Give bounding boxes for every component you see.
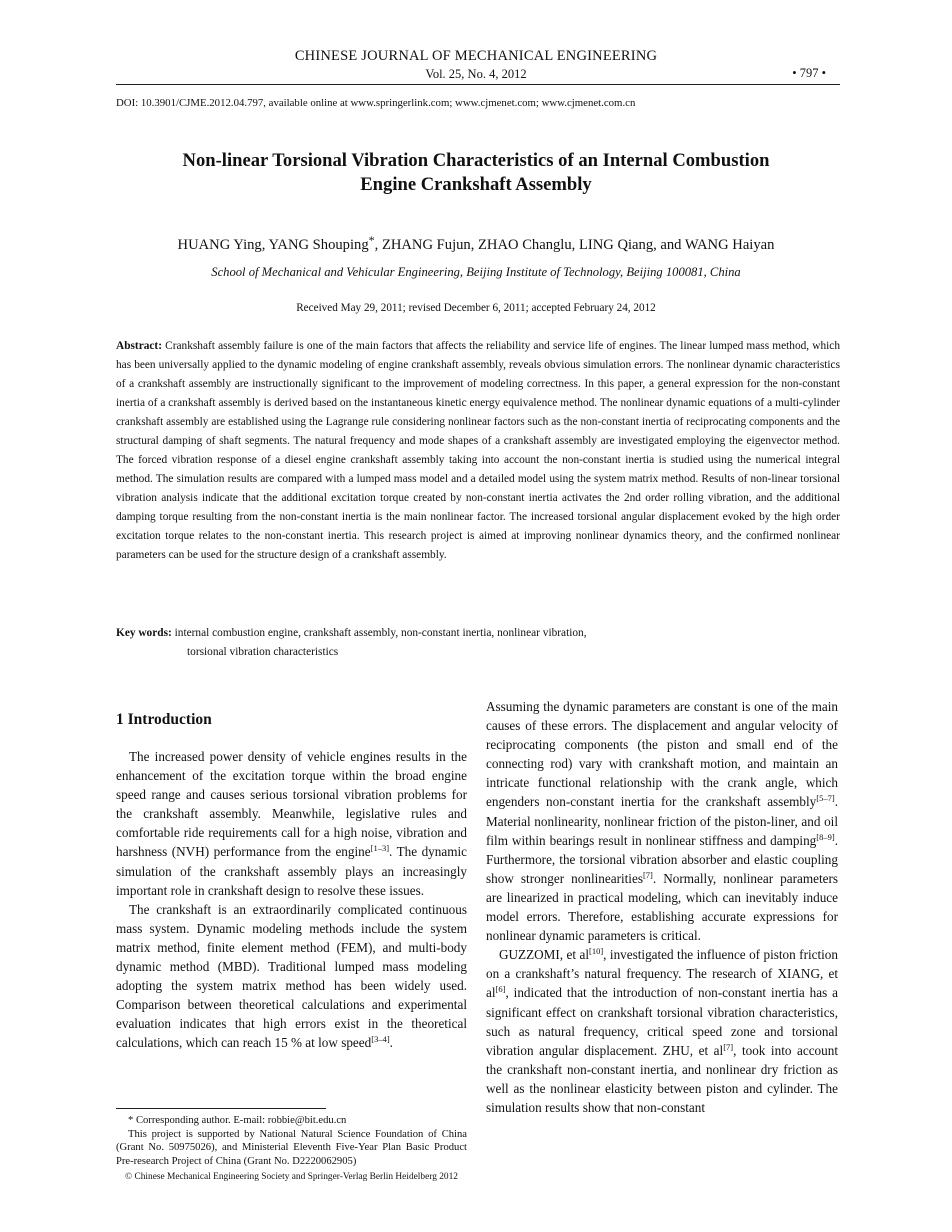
right-column bbox=[486, 697, 838, 1117]
funding-note: This project is supported by National Natural Science Foundation of China (Grant No. 50975026), and Ministerial Eleventh Five-Year Plan Basic Product Pre-research Project of China (Grant No. D2220062905) bbox=[116, 1128, 467, 1167]
keywords bbox=[116, 624, 840, 662]
citation[interactable]: [8–9] bbox=[816, 831, 835, 842]
paragraph: Assuming the dynamic parameters are constant is one of the main causes of these errors. The displacement and angular velocity of reciprocating components (the piston and small end of the connecting rod) vary with crankshaft motion, and maintain an intricate functional relationship with the crank angle, which engenders non-constant inertia for the crankshaft assembly[5–7]. Material nonlinearity, nonlinear friction of the piston-liner, and oil film within bearings result in nonlinear stiffness and damping[8–9]. Furthermore, the torsional vibration absorber and elastic coupling show stronger nonlinearities[7]. Normally, nonlinear parameters are linearized in practical modeling, which can inevitably induce model errors. Therefore, establishing accurate expressions for nonlinear dynamic parameters is critical. bbox=[486, 699, 838, 944]
footnote bbox=[116, 1114, 467, 1168]
copyright-notice: © Chinese Mechanical Engineering Society and Springer-Verlag Berlin Heidelberg 2012 bbox=[125, 1172, 458, 1182]
authors-part-2: , ZHANG Fujun, ZHAO Changlu, LING Qiang, and WANG Haiyan bbox=[374, 237, 775, 253]
corresponding-author-mark: * bbox=[368, 233, 375, 247]
abstract-text: Crankshaft assembly failure is one of the main factors that affects the reliability and service life of engines. The linear lumped mass method, which has been universally applied to the dynamic modeling of engine crankshaft assembly, reveals obvious simulation errors. The nonlinear dynamic characteristics of a crankshaft assembly are instructionally significant to the improvement of modeling correctness. In this paper, a general expression for the non-constant inertia of a crankshaft assembly is derived based on the instantaneous kinetic energy equivalence method. The nonlinear dynamic equations of a multi-cylinder crankshaft assembly are established using the Lagrange rule considering nonlinear factors such as the non-constant inertia of reciprocating components and the structural damping of shaft segments. The natural frequency and mode shapes of a crankshaft assembly are investigated employing the eigenvector method. The forced vibration response of a diesel engine crankshaft assembly taking into account the non-constant inertia is studied using the numerical integral method. The simulation results are compared with a lumped mass model and a detailed model using the system matrix method. Results of non-linear torsional vibration analysis indicate that the additional excitation torque created by non-constant inertia activates the 2nd order rolling vibration, and the additional damping torque resulting from the non-constant inertia is the main nonlinear factor. The increased torsional angular displacement evoked by the high order excitation torque relates to the non-constant inertia. This research project is aimed at improving nonlinear dynamics theory, and the confirmed nonlinear parameters can be used for the structure design of a crankshaft assembly. bbox=[116, 340, 840, 561]
section-heading: 1 Introduction bbox=[116, 711, 212, 728]
paragraph: The increased power density of vehicle engines results in the enhancement of the excitation torque within the broad engine speed range and causes serious torsional vibration problems for the crankshaft assembly. Meanwhile, legislative rules and comfortable ride requirements call for a high noise, vibration and harshness (NVH) performance from the engine[1–3]. The dynamic simulation of the crankshaft assembly plays an increasingly important role in crankshaft design to resolve these issues. bbox=[116, 749, 467, 898]
citation[interactable]: [5–7] bbox=[816, 793, 835, 804]
paragraph: GUZZOMI, et al[10], investigated the influence of piston friction on a crankshaft’s natural frequency. The research of XIANG, et al[6], indicated that the introduction of non-constant inertia has a significant effect on crankshaft torsional vibration characteristics, such as natural frequency, critical speed zone and torsional vibration angular displacement. ZHU, et al[7], took into account the crankshaft non-constant inertia, and nonlinear dry friction as well as the nonlinear elasticity between piston and cylinder. The simulation results show that non-constant bbox=[486, 946, 839, 1115]
page-number: • 797 • bbox=[792, 66, 826, 80]
left-column bbox=[116, 747, 467, 1053]
corresponding-author-note: * Corresponding author. E-mail: robbie@bit.edu.cn bbox=[128, 1115, 347, 1126]
abstract bbox=[116, 337, 840, 565]
keywords-line-1: internal combustion engine, crankshaft assembly, non-constant inertia, nonlinear vibration, bbox=[174, 627, 587, 639]
keywords-label: Key words: bbox=[116, 627, 172, 639]
paragraph: The crankshaft is an extraordinarily complicated continuous mass system. Dynamic modeling methods include the system matrix method, finite element method (FEM), and multi-body dynamic method (MBD). Traditional lumped mass modeling adopting the system matrix method has been widely used. Comparison between theoretical calculations and experimental evaluation indicates that high errors exist in the theoretical calculations, which can reach 15 % at low speed[3–4]. bbox=[116, 901, 467, 1051]
keywords-line-2: torsional vibration characteristics bbox=[187, 646, 339, 658]
authors-part-1: HUANG Ying, YANG Shouping bbox=[177, 237, 369, 253]
citation[interactable]: [3–4] bbox=[371, 1034, 390, 1045]
author-list bbox=[80, 233, 872, 254]
footnote-divider bbox=[116, 1108, 326, 1109]
volume-info: Vol. 25, No. 4, 2012 bbox=[425, 67, 527, 81]
journal-name: CHINESE JOURNAL OF MECHANICAL ENGINEERING bbox=[294, 48, 658, 64]
abstract-label: Abstract: bbox=[116, 340, 162, 352]
citation[interactable]: [7] bbox=[723, 1041, 734, 1052]
citation[interactable]: [10] bbox=[589, 946, 604, 957]
received-dates: Received May 29, 2011; revised December 6, 2011; accepted February 24, 2012 bbox=[296, 302, 656, 314]
citation[interactable]: [1–3] bbox=[370, 843, 390, 854]
title-line-1: Non-linear Torsional Vibration Characteristics of an Internal Combustion bbox=[182, 150, 770, 171]
affiliation: School of Mechanical and Vehicular Engineering, Beijing Institute of Technology, Beijing 100081, China bbox=[211, 265, 741, 279]
citation[interactable]: [7] bbox=[642, 869, 653, 880]
citation[interactable]: [6] bbox=[495, 984, 506, 995]
header-divider bbox=[116, 84, 840, 85]
doi-line[interactable]: DOI: 10.3901/CJME.2012.04.797, available online at www.springerlink.com; www.cjmenet.com; www.cjmenet.com.cn bbox=[116, 97, 636, 109]
paper-title bbox=[100, 149, 852, 197]
title-line-2: Engine Crankshaft Assembly bbox=[360, 174, 592, 195]
